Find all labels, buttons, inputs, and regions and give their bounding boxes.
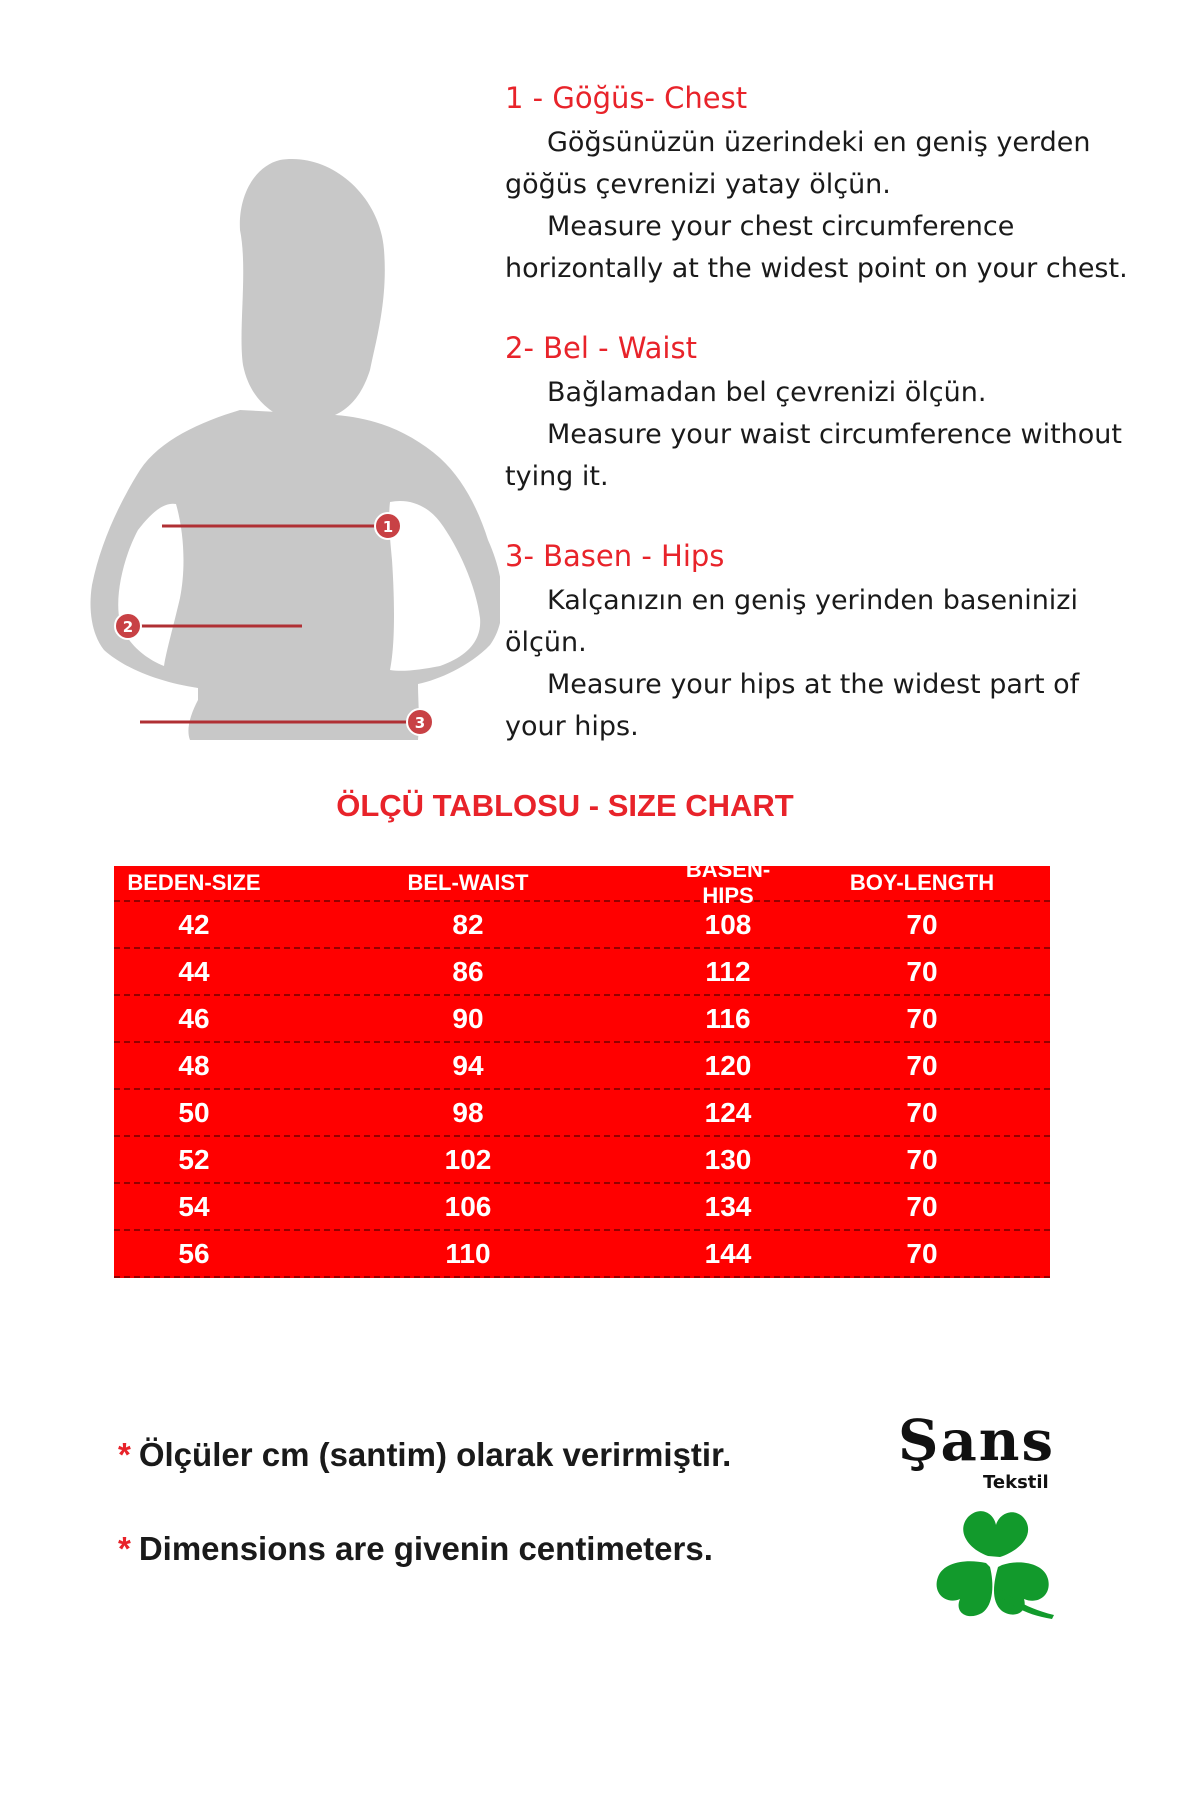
cell-waist: 94	[452, 1049, 484, 1081]
instruction-title-hips: 3- Basen - Hips	[505, 539, 725, 573]
instruction-en-line: horizontally at the widest point on your chest.	[505, 253, 1128, 284]
column-header-waist: BEL-WAIST	[407, 870, 529, 895]
note-line-tr	[118, 1436, 898, 1474]
instruction-en-line: tying it.	[505, 461, 609, 492]
instruction-hips	[505, 538, 1185, 748]
instruction-tr-line: Bağlamadan bel çevrenizi ölçün.	[547, 377, 987, 408]
clover-icon	[928, 1501, 1068, 1621]
cell-length: 70	[906, 1002, 938, 1034]
table-row	[114, 902, 1050, 949]
instruction-en-line: your hips.	[505, 711, 639, 742]
marker-1	[375, 513, 401, 539]
table-row	[114, 1090, 1050, 1137]
brand-subtitle: Tekstil	[983, 1472, 1049, 1493]
cell-waist: 82	[452, 908, 484, 940]
cell-hips: 112	[705, 955, 751, 987]
svg-text:1: 1	[382, 518, 394, 536]
note-line-en	[118, 1530, 898, 1568]
table-row	[114, 1231, 1050, 1278]
size-notes	[118, 1436, 898, 1624]
instruction-chest	[505, 80, 1185, 290]
cell-hips: 120	[704, 1049, 752, 1081]
table-row	[114, 1137, 1050, 1184]
instruction-en-line: Measure your waist circumference without	[547, 419, 1122, 450]
cell-hips: 130	[704, 1143, 752, 1175]
cell-waist: 90	[452, 1002, 484, 1034]
instruction-tr-line: Göğsünüzün üzerindeki en geniş yerden	[547, 127, 1091, 158]
cell-size: 42	[178, 908, 210, 940]
table-row	[114, 1184, 1050, 1231]
svg-text:3: 3	[414, 714, 426, 732]
marker-3	[407, 709, 433, 735]
cell-length: 70	[906, 1049, 938, 1081]
brand-name: Şans	[898, 1408, 1055, 1474]
cell-hips: 144	[704, 1237, 752, 1269]
cell-size: 48	[178, 1049, 210, 1081]
size-chart-table	[114, 857, 1050, 1278]
cell-waist: 102	[444, 1143, 492, 1175]
cell-hips: 134	[704, 1190, 752, 1222]
instruction-title-waist: 2- Bel - Waist	[505, 331, 697, 365]
cell-size: 46	[178, 1002, 210, 1034]
cell-hips: 108	[704, 908, 752, 940]
instruction-tr-line: ölçün.	[505, 627, 587, 658]
table-row	[114, 996, 1050, 1043]
column-header-size: BEDEN-SIZE	[127, 870, 261, 895]
cell-hips: 116	[705, 1002, 751, 1034]
cell-length: 70	[906, 908, 938, 940]
table-row	[114, 949, 1050, 996]
column-header-length: BOY-LENGTH	[849, 870, 995, 895]
cell-size: 56	[178, 1237, 210, 1269]
cell-size: 54	[178, 1190, 210, 1222]
cell-waist: 110	[445, 1237, 491, 1269]
cell-length: 70	[906, 1237, 938, 1269]
cell-hips: 124	[704, 1096, 752, 1128]
cell-length: 70	[906, 1096, 938, 1128]
cell-length: 70	[906, 955, 938, 987]
cell-size: 44	[178, 955, 210, 987]
instruction-waist	[505, 330, 1185, 498]
instruction-en-line: Measure your chest circumference	[547, 211, 1015, 242]
cell-waist: 106	[444, 1190, 492, 1222]
table-row	[114, 1043, 1050, 1090]
note-text-tr: Ölçüler cm (santim) olarak verirmiştir.	[138, 1436, 732, 1473]
marker-2	[115, 613, 141, 639]
instruction-en-line: Measure your hips at the widest part of	[547, 669, 1080, 700]
table-header-row	[114, 857, 1050, 908]
instruction-title-chest: 1 - Göğüs- Chest	[505, 81, 748, 115]
size-chart-title: ÖLÇÜ TABLOSU - SIZE CHART	[336, 788, 794, 823]
note-text-en: Dimensions are givenin centimeters.	[138, 1530, 713, 1567]
cell-length: 70	[906, 1143, 938, 1175]
note-star: *	[118, 1530, 131, 1567]
cell-length: 70	[906, 1190, 938, 1222]
body-silhouette-icon	[80, 140, 500, 740]
instruction-tr-line: göğüs çevrenizi yatay ölçün.	[505, 169, 891, 200]
instruction-tr-line: Kalçanızın en geniş yerinden baseninizi	[547, 585, 1078, 616]
column-header-hips: BASEN-HIPS	[685, 857, 771, 908]
cell-waist: 86	[452, 955, 484, 987]
cell-waist: 98	[452, 1096, 484, 1128]
measurement-instructions	[505, 80, 1185, 788]
cell-size: 50	[178, 1096, 210, 1128]
body-measurement-figure	[80, 140, 500, 740]
svg-text:2: 2	[122, 618, 134, 636]
cell-size: 52	[178, 1143, 210, 1175]
note-star: *	[118, 1436, 131, 1473]
brand-logo	[898, 1408, 1098, 1628]
